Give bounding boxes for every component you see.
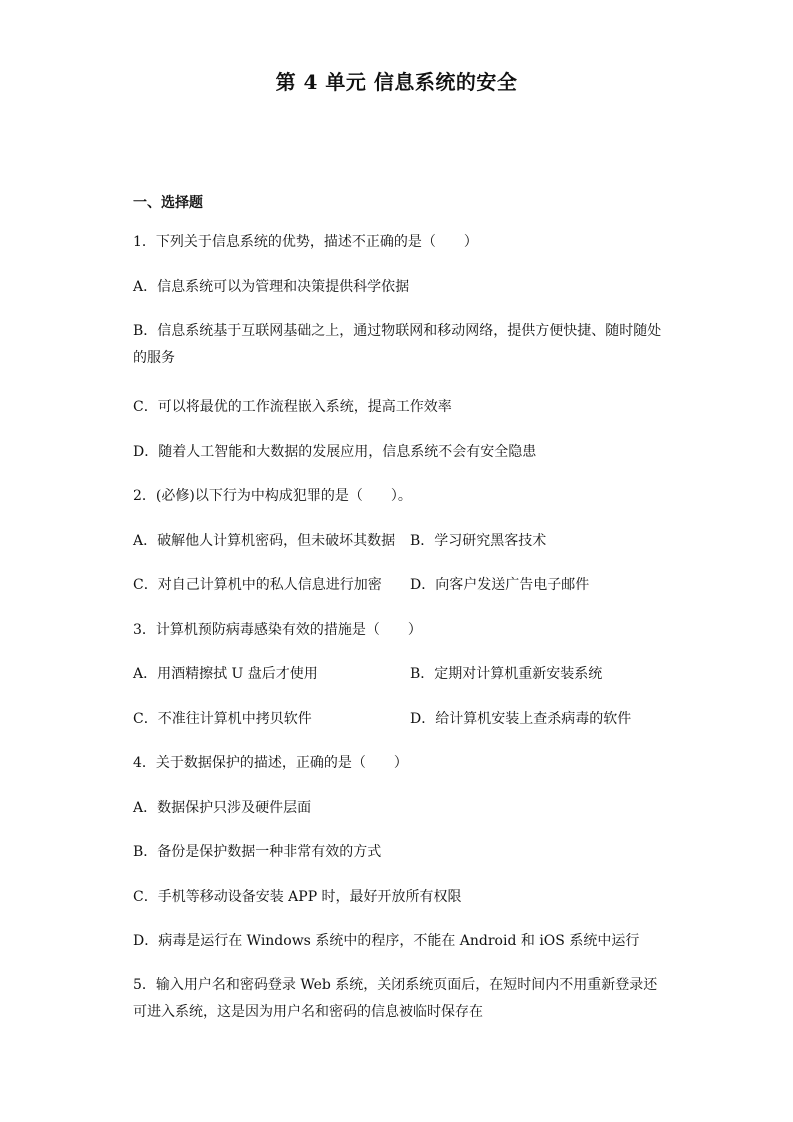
question-2-option-c: C．对自己计算机中的私人信息进行加密	[133, 577, 382, 593]
question-3-option-c: C．不准往计算机中拷贝软件	[133, 711, 312, 727]
question-2-option-b: B．学习研究黑客技术	[410, 533, 547, 549]
question-4-option-a: A．数据保护只涉及硬件层面	[133, 800, 312, 816]
question-4-option-c: C．手机等移动设备安装 APP 时，最好开放所有权限	[133, 889, 462, 905]
question-1-option-d: D．随着人工智能和大数据的发展应用，信息系统不会有安全隐患	[133, 444, 537, 460]
question-2-stem: 2．(必修)以下行为中构成犯罪的是（ ）。	[133, 488, 412, 504]
question-4-option-d: D．病毒是运行在 Windows 系统中的程序，不能在 Android 和 iOS 系统中运行	[133, 933, 640, 949]
question-2-option-a: A．破解他人计算机密码，但未破坏其数据	[133, 533, 396, 549]
section-heading: 一、选择题	[133, 195, 203, 211]
question-1-option-c: C．可以将最优的工作流程嵌入系统，提高工作效率	[133, 399, 452, 415]
question-1-option-a: A．信息系统可以为管理和决策提供科学依据	[133, 279, 410, 295]
question-3-option-a: A．用酒精擦拭 U 盘后才使用	[133, 666, 318, 682]
question-3-option-d: D．给计算机安装上查杀病毒的软件	[410, 711, 632, 727]
question-3-stem: 3．计算机预防病毒感染有效的措施是（ ）	[133, 622, 422, 638]
question-5-stem: 5．输入用户名和密码登录 Web 系统，关闭系统页面后，在短时间内不用重新登录还可进入系统，这是因为用户名和密码的信息被临时保存在	[133, 977, 658, 1020]
question-1-stem: 1．下列关于信息系统的优势，描述不正确的是（ ）	[133, 234, 478, 250]
question-3-option-b: B．定期对计算机重新安装系统	[410, 666, 603, 682]
question-1-option-b: B．信息系统基于互联网基础之上，通过物联网和移动网络，提供方便快捷、随时随处的服务	[133, 323, 662, 366]
page-title: 第 4 单元 信息系统的安全	[275, 70, 518, 94]
question-4-option-b: B．备份是保护数据一种非常有效的方式	[133, 844, 382, 860]
question-2-option-d: D．向客户发送广告电子邮件	[410, 577, 590, 593]
question-4-stem: 4．关于数据保护的描述，正确的是（ ）	[133, 755, 408, 771]
